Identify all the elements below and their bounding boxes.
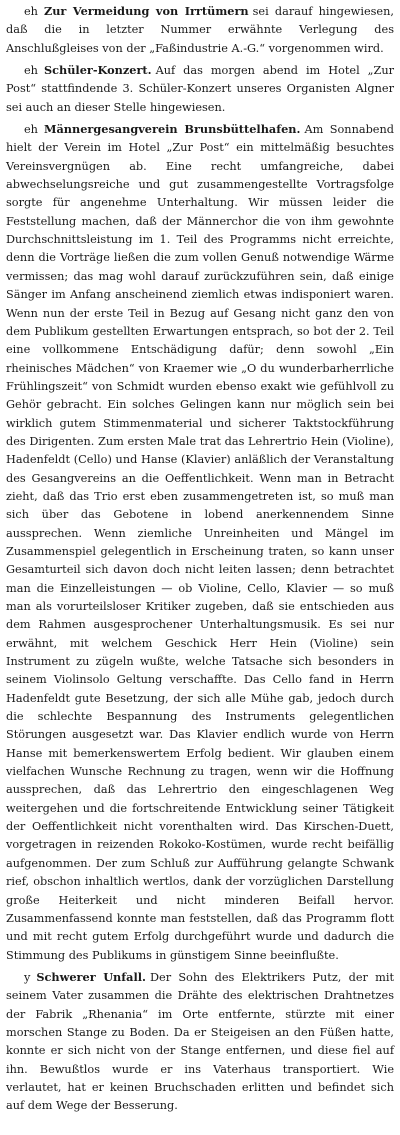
article-headline: Schüler-Konzert. [43,63,152,78]
article-mark: y [24,970,31,984]
article-schueler-konzert [6,61,394,117]
article-paragraph [6,120,394,965]
article-maennergesangverein [6,120,394,965]
article-body: Der Sohn des Elektrikers Putz, der mit seinem Vater zusammen die Drähte des elektrischen Drahtnetzes der Fabrik „Rhenania“ im Orte entfernte, stürzte mit einer morschen Stange zu Boden. Da er Steigeisen an den Füßen hatte, konnte er sich nicht von der Stange entfernen, und diese fiel auf ihn. Bewußtlos wurde er ins Vaterhaus transportiert. Wie verlautet, hat er keinen Bruchschaden erlitten und befindet sich auf dem Wege der Besserung. [6,970,395,1113]
article-headline: Zur Vermeidung von Irrtümern [43,4,249,18]
article-mark: eh [24,123,38,137]
article-paragraph [6,2,394,58]
article-headline: Schwerer Unfall. [36,969,146,984]
article-mark: eh [24,64,38,78]
article-headline: Männergesangverein Brunsbüttelhafen. [43,122,301,137]
article-body: sei darauf hingewiesen, daß die in letzter Nummer erwähnte Verlegung des Anschlußgleises von der „Faßindustrie A.-G.“ vorgenommen wird. [6,5,394,55]
article-body: Am Sonnabend hielt der Verein im Hotel „Zur Post“ ein mittelmäßig besuchtes Vereinsvergnügen ab. Eine recht umfangreiche, dabei abwechselungsreiche und gut zusammengestellte Vortragsfolge sorgte für angenehme Unterhaltung. Wir müssen leider die Feststellung machen, daß der Männerchor die von ihm gewohnte Durchschnittsleistung im 1. Teil des Programms nicht erreichte, denn die Vorträge ließen die zum vollen Genuß notwendige Wärme vermissen; das mag wohl darauf zurückzuführen sein, daß einige Sänger im Anfang anscheinend ziemlich etwas indisponiert waren. Wenn nun der erste Teil in Bezug auf Gesang nicht ganz den von dem Publikum gestellten Erwartungen entsprach, so bot der 2. Teil eine vollkommene Entschädigung dafür; denn sowohl „Ein rheinisches Mädchen“ von Kraemer wie „O du wunderbarherrliche Frühlingszeit“ von Schmidt wurden ebenso exakt wie gefühlvoll zu Gehör gebracht. Ein solches Gelingen kann nur möglich sein bei wirklich gutem Stimmenmaterial und sicherer Taktstockführung des Dirigenten. Zum ersten Male trat das Lehrertrio Hein (Violine), Hadenfeldt (Cello) und Hanse (Klavier) anläßlich der Veranstaltung des Gesangvereins an die Oeffentlichkeit. Wenn man in Betracht zieht, daß das Trio erst eben zusammengetreten ist, so muß man sich über das Gebotene in lobend anerkennendem Sinne aussprechen. Wenn ziemliche Unreinheiten und Mängel im Zusammenspiel gelegentlich in Erscheinung traten, so kann unser Gesamturteil sich davon doch nicht leiten lassen; denn betrachtet man die Einzelleistungen — ob Violine, Cello, Klavier — so muß man als vorurteilsloser Kritiker zugeben, daß sie entschieden aus dem Rahmen ausgesprochener Unterhaltungsmusik. Es sei nur erwähnt, mit welchem Geschick Herr Hein (Violine) sein Instrument zu zügeln wußte, welche Tatsache sich besonders in seinem Violinsolo Geltung verschaffte. Das Cello fand in Herrn Hadenfeldt gute Besetzung, der sich alle Mühe gab, jedoch durch die schlechte Bespannung des Instruments gelegentlichen Störungen ausgesetzt war. Das Klavier endlich wurde von Herrn Hanse mit bemerkenswertem Erfolg bedient. Wir glauben einem vielfachen Wunsche Rechnung zu tragen, wenn wir die Hoffnung aussprechen, daß das Lehrertrio den eingeschlagenen Weg weitergehen und die fortschreitende Entwicklung seiner Tätigkeit der Oeffentlichkeit nicht vorenthalten wird. Das Kirschen-Duett, vorgetragen in reizenden Rokoko-Kostümen, wurde recht beifällig aufgenommen. Der zum Schluß zur Aufführung gelangte Schwank rief, obschon inhaltlich wertlos, dank der vorzüglichen Darstellung große Heiterkeit und nicht minderen Beifall hervor. Zusammenfassend konnte man feststellen, daß das Programm flott und mit recht gutem Erfolg durchgeführt wurde und dadurch die Stimmung des Publikums in günstigem Sinne beeinflußte. [6,123,395,962]
article-paragraph [6,968,394,1116]
article-body: Auf das morgen abend im Hotel „Zur Post“ stattfindende 3. Schüler-Konzert unseres Organisten Algner sei auch an dieser Stelle hingewiesen. [6,64,394,114]
article-mark: eh [24,5,38,18]
article-paragraph [6,61,394,117]
newspaper-column [6,2,394,1116]
article-irrtuemer [6,2,394,58]
article-schwerer-unfall [6,968,394,1116]
